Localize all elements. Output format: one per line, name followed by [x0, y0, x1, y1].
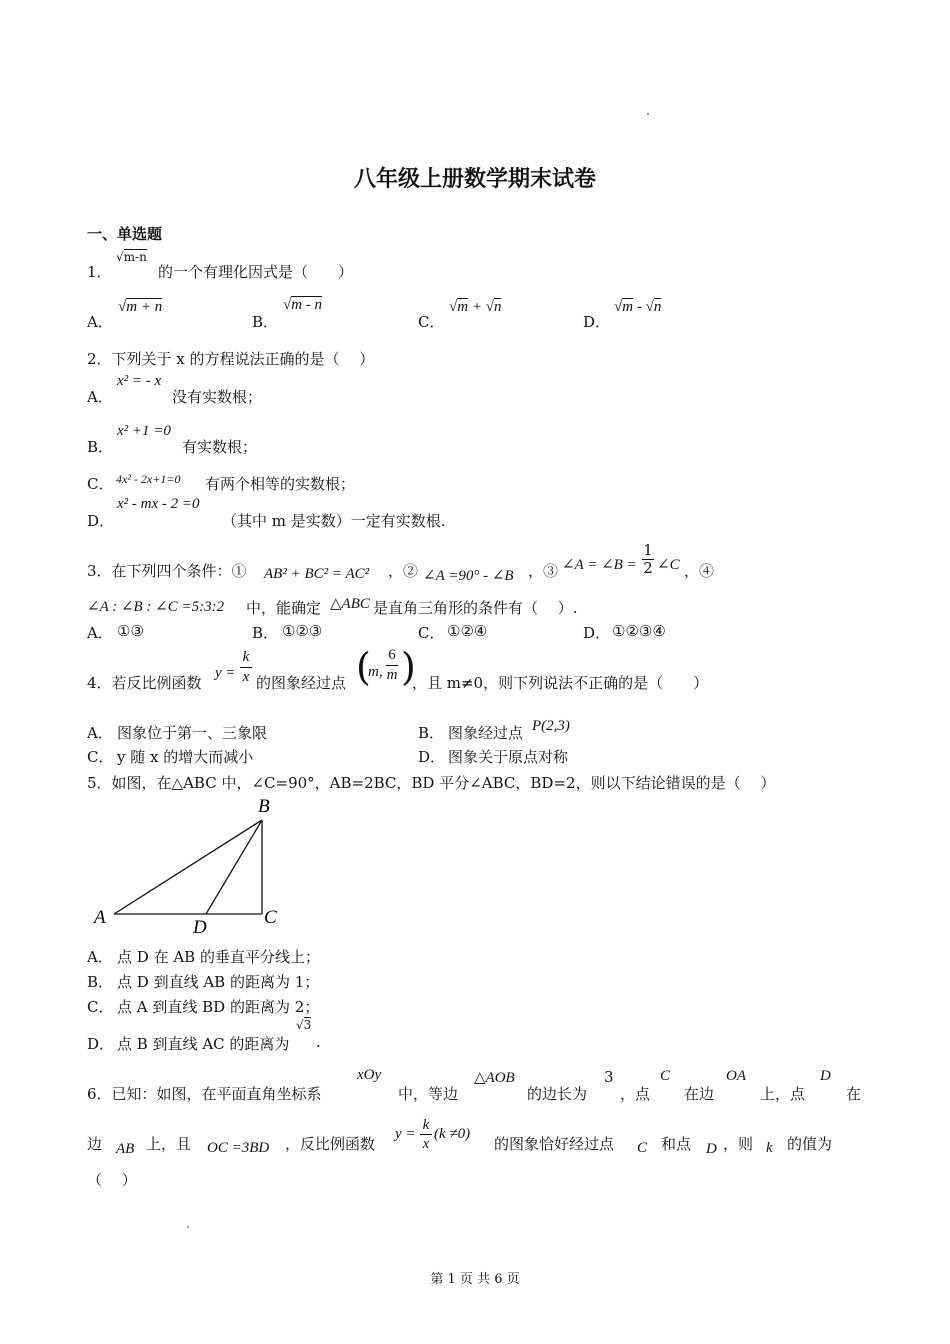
q2-option-b-text: 有实数根；	[182, 438, 258, 456]
q6-aob: △AOB	[474, 1070, 515, 1086]
q3-tail-1: 中，能确定	[246, 599, 322, 617]
q4-tail: ，且 m≠0，则下列说法不正确的是（ ）	[412, 674, 709, 692]
q2-option-a-expr: x² = - x	[117, 373, 162, 389]
q4-option-b-expr: P(2,3)	[532, 718, 570, 734]
q4-option-b-label: B．	[418, 724, 445, 742]
q5-option-d-sqrt: √3	[296, 1018, 312, 1032]
q1-option-a-label: A．	[87, 313, 113, 331]
q1-option-c-expr: √m + √n	[449, 299, 502, 315]
q4-option-a-text: 图象位于第一、三象限	[117, 724, 268, 742]
q4-paren-left: (	[356, 645, 371, 689]
q6-fn-cond: (k ≠0)	[434, 1126, 471, 1142]
q2-stem: 2．下列关于 x 的方程说法正确的是（ ）	[87, 350, 375, 368]
q2-option-c-label: C．	[87, 475, 114, 493]
q6-fn-den: x	[422, 1136, 430, 1152]
q2-option-b-expr: x² +1 =0	[117, 423, 171, 439]
q6-l2f: ，则	[723, 1135, 754, 1153]
q2-option-a-label: A．	[87, 388, 113, 406]
q6-d: D	[820, 1068, 831, 1084]
q2-option-c-text: 有两个相等的实数根；	[205, 475, 356, 493]
q1-option-d-label: D．	[583, 313, 611, 331]
q3-cond-1: AB² + BC² = AC²	[264, 566, 370, 582]
q2-option-c-expr: 4x² - 2x+1=0	[116, 472, 181, 486]
triangle-figure	[90, 792, 290, 942]
q5-option-d-label: D．	[87, 1035, 115, 1053]
q6-fn-num: k	[420, 1116, 432, 1135]
q5-option-c-text: 点 A 到直线 BD 的距离为 2；	[117, 998, 320, 1016]
q5-option-b-text: 点 D 到直线 AB 的距离为 1；	[117, 973, 320, 991]
q4-option-d-label: D．	[418, 748, 446, 766]
q6-l2c: ，反比例函数	[285, 1135, 376, 1153]
q5-option-a-label: A．	[87, 948, 113, 966]
q6-t5: 上，点	[760, 1085, 806, 1103]
q6-l2b: 上，且	[146, 1135, 192, 1153]
q4-fn-frac	[240, 648, 252, 687]
q3-option-d-text: ①②③④	[612, 622, 666, 640]
q3-frac-den: 2	[643, 559, 653, 577]
q3-option-c-label: C．	[418, 624, 445, 642]
q4-fn-den: x	[242, 669, 250, 685]
q2-option-a-text: 没有实数根；	[172, 388, 263, 406]
q3-frac-num: 1	[643, 541, 653, 559]
page-title: 八年级上册数学期末试卷	[353, 167, 596, 192]
q3-cond-4: ∠A : ∠B : ∠C =5:3:2	[87, 599, 225, 615]
q4-option-d-text: 图象关于原点对称	[448, 748, 569, 766]
q6-l2d: 的图象恰好经过点	[494, 1135, 615, 1153]
q6-xoy: xOy	[357, 1067, 382, 1083]
q4-point-den: m	[386, 667, 398, 683]
q1-radicand: m-n	[123, 250, 147, 264]
q1-option-c-label: C．	[418, 313, 445, 331]
q5-option-a-text: 点 D 在 AB 的垂直平分线上；	[117, 948, 320, 966]
q3-sep-4: ，④	[684, 562, 715, 580]
q6-t2: 的边长为	[527, 1085, 588, 1103]
q2-option-d-text: （其中 m 是实数）一定有实数根.	[222, 512, 446, 530]
q6-ab: AB	[116, 1141, 135, 1157]
q2-option-b-label: B．	[87, 438, 114, 456]
q5-option-d-end: .	[316, 1033, 321, 1051]
q6-fn-y: y =	[395, 1126, 416, 1142]
point-d-label: D	[193, 917, 207, 938]
q4-option-b-text: 图象经过点	[448, 724, 524, 742]
q4-option-a-label: A．	[87, 724, 113, 742]
q4-option-c-text: y 随 x 的增大而减小	[117, 748, 254, 766]
side-ab	[114, 820, 262, 914]
q4-fn-num: k	[240, 648, 252, 668]
q3-sep-3: ，③	[528, 562, 559, 580]
page-mark	[647, 113, 649, 115]
q6-l2e: 和点	[661, 1135, 692, 1153]
q5-option-c-label: C．	[87, 998, 114, 1016]
q3-option-c-text: ①②④	[447, 622, 488, 640]
q6-t4: 在边	[684, 1085, 715, 1103]
q3-cond-2: ∠A =90° - ∠B	[423, 568, 514, 584]
q6-d2: D	[706, 1141, 717, 1157]
q6-t1: 中，等边	[398, 1085, 459, 1103]
q1-option-d-expr: √m - √n	[614, 299, 662, 315]
q6-fn-frac	[420, 1116, 432, 1153]
q2-option-d-label: D．	[87, 512, 115, 530]
q4-paren-right: )	[401, 645, 416, 689]
page-footer: 第 1 页 共 6 页	[430, 1272, 520, 1287]
q3-triangle: △ABC	[330, 596, 370, 612]
q6-eq: OC =3BD	[207, 1140, 270, 1156]
vertex-b-label: B	[258, 796, 270, 817]
q6-lead: 6．已知：如图，在平面直角坐标系	[87, 1085, 322, 1103]
q3-option-a-label: A．	[87, 624, 113, 642]
q5-option-d-radicand: 3	[303, 1018, 312, 1032]
q1-sqrt: √m-n	[116, 250, 147, 264]
q4-option-c-label: C．	[87, 748, 114, 766]
q6-t6: 在	[846, 1085, 862, 1103]
q1-option-b-radicand: m - n	[291, 297, 323, 313]
q4-mid: 的图象经过点	[256, 674, 347, 692]
q3-frac	[642, 542, 654, 577]
q6-c2: C	[637, 1140, 648, 1156]
q5-stem: 5．如图，在△ABC 中，∠C=90°，AB=2BC，BD 平分∠ABC，BD=2，则以下结论错误的是（ ）	[87, 774, 776, 792]
q6-k: k	[766, 1140, 773, 1156]
q6-l2g: 的值为	[787, 1135, 833, 1153]
section-heading: 一、单选题	[87, 225, 163, 243]
q1-option-b-expr: √m - n	[283, 297, 323, 313]
q4-point-frac	[386, 646, 398, 685]
q4-fn-y: y =	[215, 665, 236, 681]
q3-cond-3-angle: ∠C	[657, 557, 680, 573]
vertex-a-label: A	[94, 907, 106, 928]
q6-oa: OA	[726, 1068, 746, 1084]
q3-option-b-label: B．	[252, 624, 279, 642]
q6-three: 3	[604, 1068, 614, 1086]
q5-option-b-label: B．	[87, 973, 114, 991]
q6-answer-paren: （ ）	[87, 1171, 137, 1189]
segment-bd	[206, 820, 262, 914]
q4-lead: 4．若反比例函数	[87, 674, 202, 692]
q6-t3: ，点	[620, 1085, 651, 1103]
q1-option-b-label: B．	[252, 313, 279, 331]
q2-option-d-expr: x² - mx - 2 =0	[117, 496, 200, 512]
q3-tail-2: 是直角三角形的条件有（ ）.	[373, 599, 578, 617]
q3-sep-2: ，②	[388, 562, 419, 580]
q4-point-num: 6	[386, 646, 398, 666]
q1-option-a-expr: √m + n	[118, 299, 163, 315]
vertex-c-label: C	[264, 907, 277, 928]
q3-option-a-text: ①③	[117, 622, 144, 640]
q3-lead: 3．在下列四个条件：①	[87, 562, 247, 580]
q3-option-b-text: ①②③	[282, 622, 323, 640]
q1-option-a-radicand: m + n	[126, 299, 163, 315]
page-mark	[187, 1226, 189, 1228]
q6-l2a: 边	[87, 1135, 103, 1153]
q1-number: 1．	[87, 263, 112, 281]
q3-cond-3: ∠A = ∠B =	[562, 557, 637, 573]
q1-text: 的一个有理化因式是（ ）	[158, 263, 354, 281]
q4-point-m: m,	[368, 664, 383, 680]
q3-option-d-label: D．	[583, 624, 611, 642]
q6-c: C	[660, 1068, 671, 1084]
q5-option-d-text: 点 B 到直线 AC 的距离为	[117, 1035, 290, 1053]
